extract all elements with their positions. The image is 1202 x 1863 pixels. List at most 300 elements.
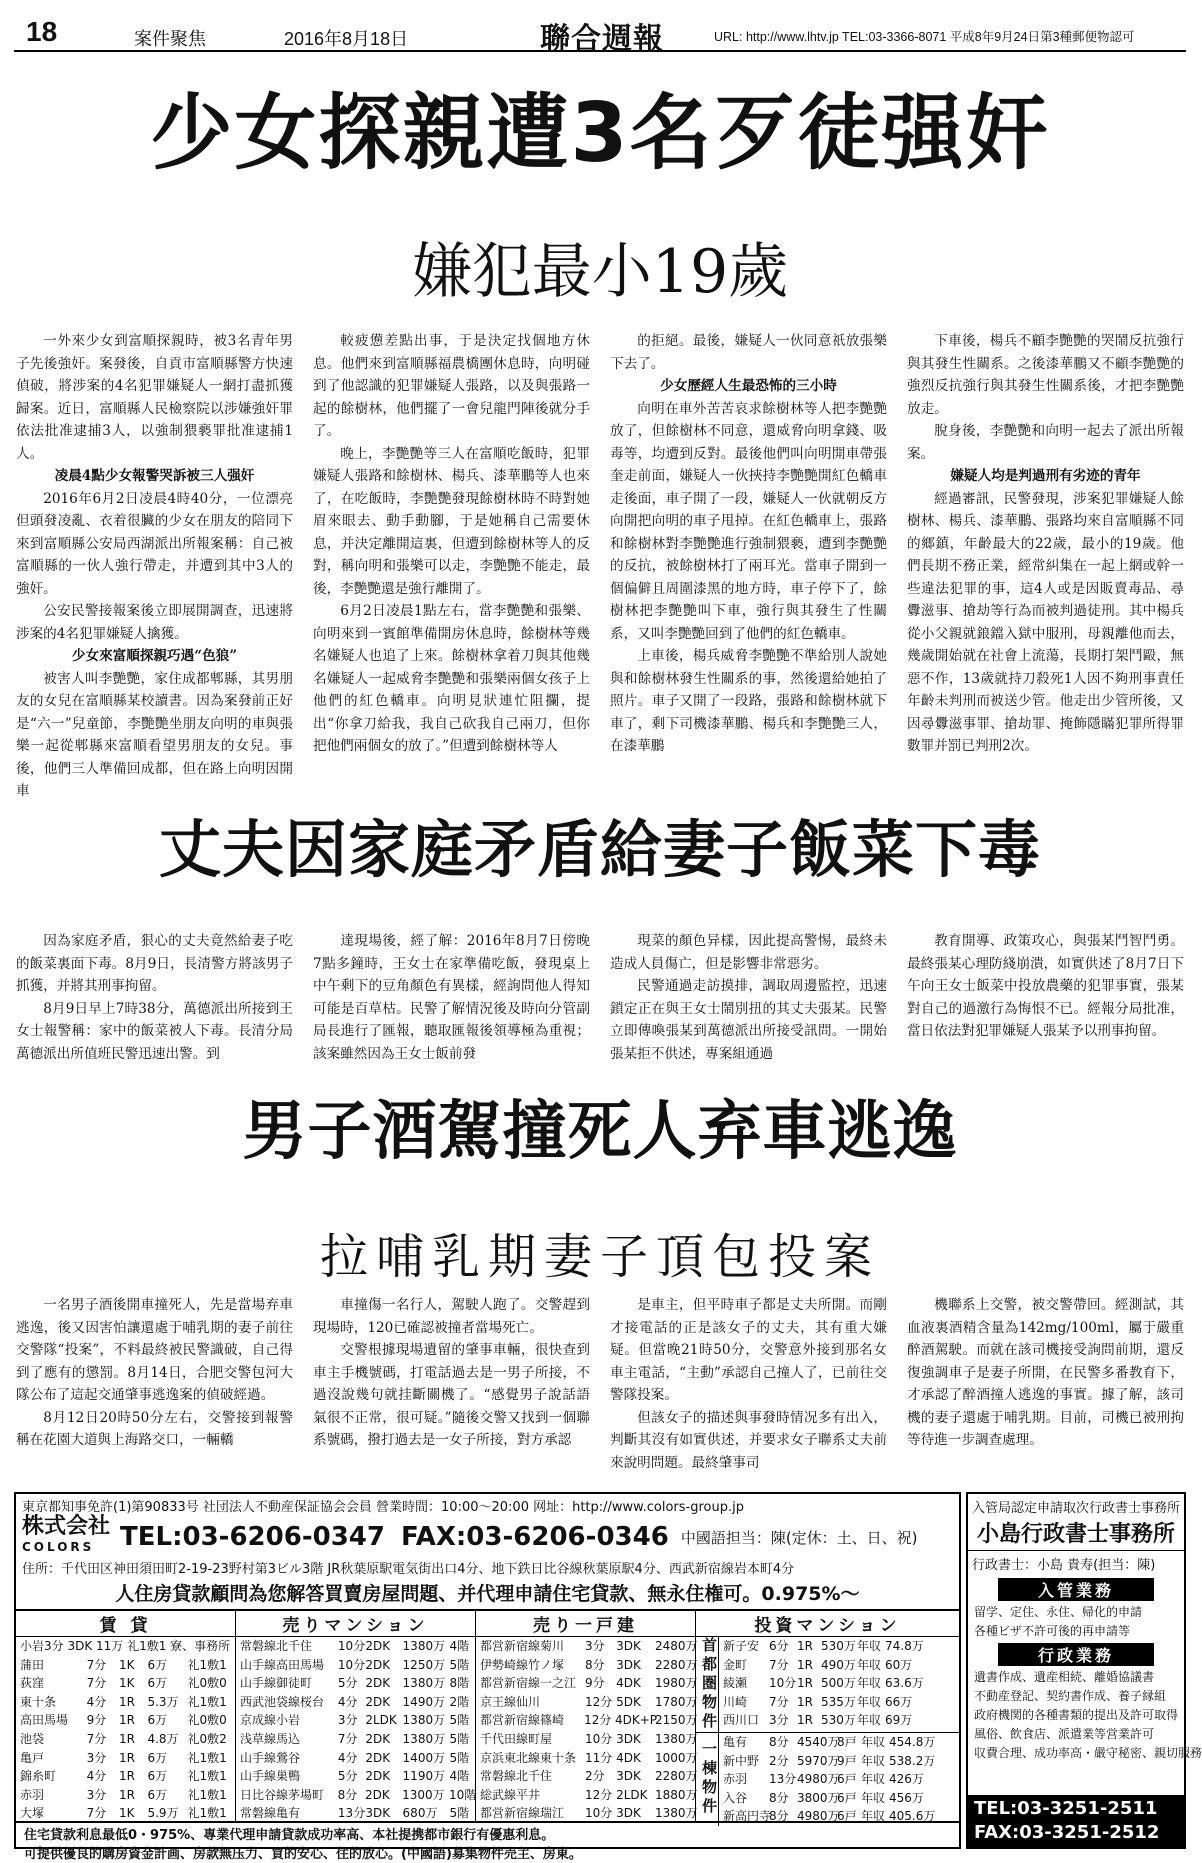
listing-row	[236, 1656, 475, 1675]
listing-cell: 6万	[147, 1787, 168, 1802]
service-item: 留学、定住、永住、帰化的申請	[974, 1605, 1143, 1619]
service-item: 各種ビザ不許可後的再申請等	[974, 1624, 1131, 1638]
article-paragraph: 但該女子的描述與事發時情况多有出入，判斷其沒有如實供述，并要求女子聯系丈夫前來說明問題。最終肇事司	[610, 1409, 887, 1471]
listing-cell: 5分	[337, 1769, 358, 1784]
mansions-list	[236, 1637, 475, 1823]
listing-cell: 新子安	[723, 1639, 760, 1653]
listing-cell: 6万	[147, 1769, 168, 1784]
listing-cell: 2DK	[365, 1769, 391, 1784]
listing-cell: 7分	[769, 1657, 789, 1672]
service-item: 風俗、飲食店、派遣業等営業許可	[974, 1727, 1155, 1741]
article-column	[610, 1294, 887, 1484]
listing-cell: 千代田線町屋	[480, 1731, 553, 1746]
listing-cell: 4分	[86, 1694, 107, 1709]
listing-cell: 1380万	[402, 1676, 446, 1691]
listing-row	[476, 1656, 698, 1675]
listing-row	[236, 1674, 475, 1693]
listing-cell: 西川口	[723, 1713, 760, 1728]
listing-cell: 西武池袋線桜台	[240, 1694, 325, 1709]
immigration-services-list	[968, 1603, 1184, 1641]
listing-row	[16, 1804, 235, 1823]
listing-cell: 3分	[585, 1639, 605, 1653]
listing-cell: 4分	[86, 1769, 107, 1784]
listing-cell: 1R	[118, 1769, 135, 1784]
masthead	[14, 14, 1186, 56]
listing-cell: 4分	[337, 1694, 358, 1709]
ad-address: 住所：千代田区神田須田町2-19-23野村第3ビル3階 JR秋葉原駅電気街出口4分、地下鉄日比谷線秋葉原駅4分、西武新宿線岩本町4分	[22, 1562, 795, 1577]
listing-cell: 2480万	[655, 1639, 698, 1653]
listing-cell: 7分	[337, 1731, 358, 1746]
listing-cell: 5DK	[616, 1694, 641, 1709]
listing-cell: 405.6万	[889, 1809, 936, 1824]
listing-cell: 5分	[337, 1676, 358, 1691]
listing-cell: 2DK	[365, 1639, 391, 1653]
article-column	[907, 330, 1184, 800]
listing-cell: 3DK	[365, 1806, 391, 1821]
listing-cell: 7分	[86, 1731, 107, 1746]
article-paragraph: 晚上，李艷艷等三人在富順吃飯時，犯罪嫌疑人張路和餘樹林、楊兵、漆華鵬等人也來了，在吃飯時，李艷艷發現餘樹林時不時對她眉來眼去、動手動腳，于是她稱自己需要休息，并決定離開這裏，但遭到餘樹林等人的反對，稱向明和張樂可以走，李艷艷不能走，最後，李艷艷還是強行離開了。	[313, 445, 590, 597]
ad-footer-line2: 可提供優良的購房資金計画、房款無压力、買的安心、住的放心。(中國語)募集物件売主、房東。	[24, 1847, 582, 1862]
listing-cell: 年収	[861, 1809, 886, 1824]
listing-cell: 3分	[337, 1713, 358, 1728]
listing-cell: 2階	[449, 1694, 470, 1709]
article-paragraph: 上車後，楊兵威脅李艷艷不準給別人說她與和餘樹林發生性關系的事，然後還給她拍了照片。車子又開了一段路，張路和餘樹林就下車了，剩下司機漆華鵬、楊兵和李艷艷三人，在漆華鵬	[610, 648, 887, 754]
listing-cell: 1380万	[402, 1713, 446, 1728]
listing-row	[16, 1637, 235, 1656]
article-column	[610, 930, 887, 1070]
investment-metro-list	[719, 1637, 959, 1732]
listing-cell: 礼0敷0	[187, 1713, 227, 1728]
article-column	[610, 330, 887, 800]
article-paragraph: 一外來少女到富順探親時，被3名青年男子先後強奸。案發後，自貢市富順縣警方快速偵破，將涉案的4名犯罪嫌疑人一網打盡抓獲歸案。近日，富順縣人民檢察院以涉嫌強奸罪依法批准逮捕3人，以強制猥褻罪批准逮捕1人。	[16, 333, 293, 462]
listing-row	[719, 1656, 959, 1675]
listing-cell: 10分	[585, 1731, 613, 1746]
investment-title: 投資マンション	[696, 1611, 959, 1637]
listing-cell: 4980万	[797, 1772, 840, 1787]
ad-company-en: COLORS	[22, 1540, 95, 1554]
article1-body	[16, 330, 1184, 800]
listing-row	[476, 1767, 698, 1786]
listing-cell: 6戸	[837, 1790, 857, 1805]
masthead-info: URL: http://www.lhtv.jp TEL:03-3366-8071 平成8年9月24日第3種郵便物認可	[714, 30, 1135, 44]
listing-cell: 新中野	[723, 1753, 760, 1768]
article-paragraph: 因為家庭矛盾，狠心的丈夫竟然給妻子吃的飯菜裏面下毒。8月9日，長清警方將該男子抓獲，并將其刑事拘留。	[16, 933, 293, 994]
listing-cell: 都営新宿線菊川	[480, 1639, 565, 1653]
article-paragraph: 民警通過走訪摸排，調取周邊監控，迅速鎖定正在與王女士鬧別扭的其丈夫張某。民警立即傳喚張某到萬德派出所接受訊問。一開始張某拒不供述，專案組通過	[610, 978, 887, 1062]
listing-cell: 11分	[585, 1750, 613, 1765]
ad-company-jp: 株式会社	[22, 1514, 111, 1539]
listing-cell: 山手線御徒町	[240, 1676, 313, 1691]
listing-row	[476, 1804, 698, 1823]
listing-cell: 8階	[449, 1676, 470, 1691]
listing-cell: 9分	[585, 1676, 605, 1691]
listing-cell: 5階	[449, 1713, 470, 1728]
listing-cell: 530万	[821, 1639, 856, 1653]
listing-cell: 8分	[769, 1809, 789, 1824]
service-item: 遺書作成、遺産相続、離婚協議書	[974, 1670, 1155, 1684]
listing-cell: 9戸	[837, 1753, 857, 1768]
listing-cell: 2150万	[655, 1713, 698, 1728]
scrivener-person: 行政書士：小島 貴寿(担当：陳)	[972, 1558, 1156, 1573]
listing-cell: 1K	[118, 1657, 135, 1672]
listing-cell: 6万	[147, 1750, 168, 1765]
listing-row	[476, 1693, 698, 1712]
article-paragraph: 8月9日早上7時38分，萬德派出所接到王女士報警稱：家中的飯菜被人下毒。長清分局萬德派出所值班民警迅速出警。到	[16, 1000, 293, 1062]
listing-cell: 456万	[889, 1790, 924, 1805]
listing-cell: 1R	[797, 1657, 813, 1672]
page-number: 18	[26, 16, 58, 47]
listing-cell: 年収	[861, 1753, 886, 1768]
listing-cell: 錦糸町	[20, 1769, 57, 1784]
listing-cell: 礼0敷0	[187, 1676, 227, 1691]
listing-cell: 63.6万	[885, 1676, 924, 1691]
listing-row	[236, 1749, 475, 1768]
listing-cell: 10分	[769, 1676, 797, 1691]
article-paragraph: 教育開導、政策攻心，與張某鬥智鬥勇。最終張某心理防綫崩潰，如實供述了8月7日下午向王女士飯菜中投放農藥的犯罪事實，張某對自己的過激行為悔恨不已。經報分局批准，當日依法對犯罪嫌疑人張某予以刑事拘留。	[907, 933, 1184, 1039]
listing-cell: 1190万	[402, 1769, 446, 1784]
listing-cell: 2DK	[365, 1750, 391, 1765]
listing-cell: 年収	[857, 1676, 882, 1691]
listing-cell: 4980万	[797, 1809, 840, 1824]
listing-cell: 金町	[723, 1657, 748, 1672]
listing-row	[16, 1674, 235, 1693]
listing-cell: 京王線仙川	[480, 1694, 541, 1709]
service-item: 不動産登記、契約書作成、養子縁組	[974, 1689, 1167, 1703]
listing-cell: 1R	[118, 1750, 135, 1765]
listing-cell: 1R	[118, 1787, 135, 1802]
admin-services-list	[968, 1668, 1202, 1763]
listing-cell: 8分	[769, 1790, 789, 1805]
listing-cell: 川崎	[723, 1694, 748, 1709]
listing-cell: 3分	[769, 1713, 789, 1728]
listing-cell: 7分	[86, 1657, 107, 1672]
listing-row	[719, 1637, 959, 1656]
listing-cell: 2分	[585, 1769, 605, 1784]
investment-building-list	[719, 1733, 959, 1826]
listing-cell: 2280万	[655, 1769, 698, 1784]
listing-cell: 綾瀬	[723, 1676, 748, 1691]
listing-cell: 74.8万	[885, 1639, 924, 1653]
listing-cell: 5970万	[797, 1753, 840, 1768]
listing-cell: 総武線平井	[480, 1787, 541, 1802]
rentals-list	[16, 1637, 235, 1823]
listing-cell: 6分	[769, 1639, 789, 1653]
service-item: 政府機関的各種書類的提出及許可取得	[974, 1708, 1179, 1722]
listing-row	[719, 1770, 959, 1789]
listing-cell: 1K	[118, 1676, 135, 1691]
listing-cell: 490万	[821, 1657, 856, 1672]
listing-cell: 3DK	[616, 1806, 641, 1821]
ad-listings	[16, 1611, 959, 1824]
houses-section	[476, 1611, 696, 1821]
listing-cell: 1400万	[402, 1750, 446, 1765]
real-estate-ad	[14, 1492, 961, 1862]
listing-row	[16, 1749, 235, 1768]
article-paragraph: 脫身後，李艷艷和向明一起去了派出所報案。	[907, 423, 1184, 462]
article-paragraph: 公安民警接報案後立即展開調查，迅速將涉案的4名犯罪嫌疑人擒獲。	[16, 603, 293, 642]
listing-cell: 1880万	[655, 1787, 698, 1802]
listing-cell: 年収	[857, 1657, 882, 1672]
listing-cell: 3800万	[797, 1790, 840, 1805]
listing-cell: 2DK	[365, 1676, 391, 1691]
listing-cell: 5階	[449, 1806, 470, 1821]
listing-row	[719, 1789, 959, 1808]
listing-cell: 荻窪	[20, 1676, 45, 1691]
listing-cell: 京成線小岩	[240, 1713, 301, 1728]
listing-cell: 4540万	[797, 1735, 840, 1749]
listing-cell: 12分	[585, 1787, 613, 1802]
listing-cell: 礼1敷1	[187, 1787, 227, 1802]
article-paragraph: 下車後，楊兵不顧李艷艷的哭鬧反抗強行與其發生性關系。之後漆華鵬又不顧李艷艷的強烈反抗強行與其發生性關系後，才把李艷艷放走。	[907, 333, 1184, 417]
listing-row	[719, 1693, 959, 1712]
investment-group-building	[696, 1733, 959, 1826]
listing-cell: 10階	[448, 1787, 477, 1802]
listing-cell: 入谷	[723, 1790, 748, 1805]
listing-row	[476, 1637, 698, 1656]
scrivener-fax: FAX:03-3251-2512	[974, 1822, 1160, 1843]
ad-footer-line1: 住宅貸款利息最低0・975%、專業代理申請貸款成功率高、本社提携都市銀行有優惠利息。	[24, 1828, 555, 1843]
listing-cell: 蒲田	[20, 1657, 45, 1672]
listing-cell: 500万	[821, 1676, 856, 1691]
article-paragraph: 是車主，但平時車子都是丈夫所開。而剛才接電話的正是該女子的丈夫，其有重大嫌疑。但當晚21時50分，交警意外接到那名女車主電話，“主動”承認自己撞人了，已前往交警隊投案。	[610, 1297, 887, 1403]
listing-cell: 60万	[885, 1657, 913, 1672]
listing-cell: 3DK	[616, 1731, 641, 1746]
listing-cell: 4.8万	[147, 1731, 179, 1746]
listing-cell: 常磐線北千住	[480, 1769, 553, 1784]
article2-headline: 丈夫因家庭矛盾給妻子飯菜下毒	[158, 813, 1041, 886]
listing-cell: 13分	[337, 1806, 366, 1821]
listing-cell: 3DK	[616, 1639, 641, 1653]
issue-date: 2016年8月18日	[284, 29, 409, 49]
listing-cell: 礼1敷1	[187, 1657, 227, 1672]
article-column	[313, 930, 590, 1070]
listing-cell: 1980万	[655, 1676, 698, 1691]
article-paragraph: 6月2日凌晨1點左右，當李艷艷和張樂、向明來到一賓館準備開房休息時，餘樹林等幾名嫌疑人也追了上來。餘樹林拿着刀與其他幾名嫌疑人一起威脅李艷艷和張樂兩個女孩子上他們的紅色轎車。向明見狀連忙阻攔，提出“你拿刀給我，我自己砍我自己兩刀，但你把他們兩個女的放了。”但遭到餘樹林等人	[313, 603, 590, 754]
article-column	[907, 1294, 1184, 1484]
listing-cell: 1380万	[402, 1639, 446, 1653]
article-paragraph: 一名男子酒後開車撞死人，先是當場弃車逃逸，後又因害怕讓還處于哺乳期的妻子前往交警隊“投案”，不料最終被民警識破，自己得到了應有的懲罰。8月14日，合肥交警包河大隊公布了這起交通肇事逃逸案的偵破經過。	[16, 1297, 293, 1403]
listing-cell: 13分	[769, 1772, 797, 1787]
mansions-section	[236, 1611, 476, 1821]
listing-row	[719, 1807, 959, 1826]
listing-row	[16, 1767, 235, 1786]
listing-cell: 赤羽	[20, 1787, 45, 1802]
article-column	[313, 330, 590, 800]
listing-cell: 9分	[86, 1713, 107, 1728]
listing-cell: 6戸	[837, 1809, 857, 1824]
listing-cell: 680万	[402, 1806, 438, 1821]
listing-cell: 6万	[147, 1676, 168, 1691]
article-subheading: 少女歷經人生最恐怖的三小時	[660, 378, 837, 394]
listing-row	[476, 1730, 698, 1749]
listing-cell: 69万	[885, 1713, 913, 1728]
listing-cell: 都営新宿線篠崎	[480, 1713, 565, 1728]
listing-cell: 6万	[147, 1657, 168, 1672]
listing-cell: 1000万	[655, 1750, 698, 1765]
listing-cell: 都営新宿線瑞江	[480, 1806, 565, 1821]
ad-company-logo	[22, 1514, 111, 1557]
listing-row	[236, 1711, 475, 1730]
article3-headline: 男子酒駕撞死人弃車逃逸	[242, 1095, 958, 1169]
listing-cell: 4DK+P	[615, 1713, 658, 1728]
article3-subheadline: 拉哺乳期妻子頂包投案	[319, 1229, 880, 1285]
listing-cell: 1R	[797, 1639, 813, 1653]
houses-list	[476, 1637, 698, 1823]
listing-cell: 浅草線馬込	[240, 1731, 301, 1746]
listing-cell: 小岩3分 3DK 11万 礼1敷1 寮、事務所	[20, 1639, 231, 1653]
listing-cell: 年収	[861, 1772, 886, 1787]
listing-cell: 亀有	[723, 1735, 748, 1749]
listing-cell: 8分	[585, 1657, 605, 1672]
investment-metro-label: 首都圏物件	[696, 1637, 719, 1732]
article-column	[16, 1294, 293, 1484]
article-paragraph: 達現場後，經了解：2016年8月7日傍晚7點多鐘時，王女士在家準備吃飯，發現桌上中午剩下的豆角顏色有異樣，經詢問他人得知可能是百草枯。民警了解情況後及時向分管副局長進行了匯報，聽取匯報後領導極為重視；該案雖然因為王女士飯前發	[313, 933, 590, 1062]
listing-row	[719, 1674, 959, 1693]
listing-cell: 1380万	[655, 1731, 698, 1746]
listing-row	[16, 1693, 235, 1712]
listing-row	[719, 1711, 959, 1730]
listing-row	[16, 1786, 235, 1805]
listing-cell: 礼1敷1	[187, 1750, 227, 1765]
listing-row	[476, 1786, 698, 1805]
rentals-section	[16, 1611, 236, 1821]
listing-cell: 赤羽	[723, 1772, 748, 1787]
listing-cell: 4階	[449, 1769, 470, 1784]
admin-services-title: 行政業務	[998, 1643, 1154, 1666]
listing-cell: 2LDK	[616, 1787, 648, 1802]
service-item: 収費合理、成功率高・嚴守秘密、親切服務	[974, 1746, 1202, 1760]
listing-row	[236, 1637, 475, 1656]
article-subheading: 凌晨4點少女報警哭訴被三人强奸	[54, 468, 255, 484]
listing-cell: 2分	[769, 1753, 789, 1768]
investment-section	[696, 1611, 959, 1824]
listing-cell: 常磐線亀有	[240, 1806, 301, 1821]
listing-cell: 山手線鶯谷	[240, 1750, 301, 1765]
article-paragraph: 向明在車外苦苦哀求餘樹林等人把李艷艷放了，但餘樹林不同意，還威脅向明拿錢、吸毒等，均遭到反對。最後他們叫向明開車帶張奎走前面，嫌疑人一伙挾持李艷艷開紅色轎車走後面，車子開了一段，嫌疑人一伙就朝反方向開把向明的車子甩掉。在紅色轎車上，張路和餘樹林對李艷艷進行強制猥褻，遭到李艷艷的反抗，被餘樹林打了兩耳光。當車子開到一個偏僻且周圍漆黑的地方時，車子停下了，餘樹林把李艷艷叫下車，強行與其發生了性關系，又叫李艷艷回到了他們的紅色轎車。	[610, 400, 887, 642]
listing-cell: 1490万	[402, 1694, 446, 1709]
investment-group-metro	[696, 1637, 959, 1733]
listing-cell: 5階	[449, 1657, 470, 1672]
listing-cell: 12分	[585, 1694, 613, 1709]
listing-cell: 新高円寺	[723, 1809, 772, 1824]
paper-name: 聯合週報	[540, 23, 664, 56]
listing-cell: 礼1敷1	[187, 1769, 227, 1784]
ad-banner: 人住房貸款顧問為您解答買賣房屋問題、并代理申請住宅貸款、無永住権可。0.975%～	[16, 1578, 959, 1611]
listing-row	[16, 1656, 235, 1675]
article-paragraph: 被害人叫李艷艷，家住成都郫縣，其男朋友的女兒在富順縣某校讀書。因為案發前正好是“六一”兒童節，李艷艷坐朋友向明的車與張樂一起從郫縣來富順看望男朋友的女兒。事後，他們三人準備回成都，但在路上向明因開車	[16, 670, 293, 799]
listing-cell: 年収	[861, 1790, 886, 1805]
listing-cell: 2280万	[655, 1657, 698, 1672]
listing-cell: 山手線高田馬場	[240, 1657, 325, 1672]
listing-cell: 7分	[769, 1694, 789, 1709]
listing-cell: 4階	[449, 1639, 470, 1653]
listing-cell: 年収	[857, 1639, 882, 1653]
article-paragraph: 機聯系上交警，被交警帶回。經測試，其血液裏酒精含量為142mg/100ml，屬于嚴重醉酒駕駛。而就在該司機接受詢問前期，還反復強調車子是妻子所開，在民警多番教育下，才承認了醉酒撞人逃逸的事實。據了解，該司機的妻子還處于哺乳期。目前，司機已被刑拘等待進一步調查處理。	[907, 1297, 1184, 1448]
article-subheading: 嫌疑人均是判過刑有劣迹的青年	[950, 468, 1141, 484]
listing-cell: 2DK	[365, 1657, 391, 1672]
article2-body	[16, 930, 1184, 1070]
listing-cell: 10分	[337, 1639, 366, 1653]
listing-cell: 4分	[337, 1750, 358, 1765]
listing-cell: 日比谷線茅場町	[240, 1787, 325, 1802]
listing-row	[236, 1786, 475, 1805]
listing-cell: 12分	[584, 1713, 612, 1728]
listing-cell: 3DK	[616, 1657, 641, 1672]
rentals-title: 賃 貸	[16, 1611, 235, 1637]
listing-cell: 1R	[797, 1676, 813, 1691]
article-paragraph: 8月12日20時50分左右，交警接到報警稱在花園大道與上海路交口，一輛轎	[16, 1409, 293, 1448]
listing-cell: 10分	[337, 1657, 366, 1672]
listing-cell: 東十条	[20, 1694, 57, 1709]
listing-row	[236, 1804, 475, 1823]
article-paragraph: 交警根據現場遺留的肇事車輛，很快查到車主手機號碼，打電話過去是一男子所接，不過沒說幾句就挂斷關機了。“感覺男子說話語氣很不正常，很可疑。”隨後交警又找到一個聯系號碼，撥打過去是一女子所接，對方承認	[313, 1342, 590, 1448]
listing-cell: 年収	[857, 1713, 882, 1728]
listing-cell: 2LDK	[365, 1713, 397, 1728]
scrivener-ad	[966, 1492, 1202, 1849]
listing-cell: 1300万	[402, 1787, 445, 1802]
listing-cell: 山手線巣鴨	[240, 1769, 301, 1784]
listing-cell: 常磐線北千住	[240, 1639, 313, 1653]
listing-cell: 8分	[337, 1787, 358, 1802]
article1-headline: 少女探親遭3名歹徒强奸	[150, 86, 1050, 181]
listing-cell: 年収	[861, 1735, 886, 1749]
listing-cell: 8分	[769, 1735, 789, 1749]
listing-cell: 伊勢崎線竹ノ塚	[480, 1657, 565, 1672]
ad-phone: TEL:03-6206-0347	[120, 1522, 385, 1552]
listing-cell: 1780万	[655, 1694, 698, 1709]
listing-cell: 530万	[821, 1713, 856, 1728]
listing-cell: 3DK	[616, 1769, 641, 1784]
listing-row	[236, 1767, 475, 1786]
listing-cell: 7分	[86, 1676, 107, 1691]
listing-row	[236, 1730, 475, 1749]
article3-body	[16, 1294, 1184, 1484]
listing-cell: 5階	[449, 1750, 470, 1765]
listing-cell: 10分	[585, 1806, 613, 1821]
article-column	[16, 930, 293, 1070]
mansions-title: 売りマンション	[236, 1611, 475, 1637]
listing-cell: 池袋	[20, 1731, 45, 1746]
listing-cell: 礼0敷2	[187, 1731, 227, 1746]
scrivener-contact	[968, 1795, 1184, 1847]
listing-cell: 都営新宿線一之江	[480, 1676, 577, 1691]
listing-cell: 538.2万	[889, 1753, 936, 1768]
listing-row	[719, 1752, 959, 1771]
listing-cell: 1R	[118, 1731, 135, 1746]
article-column	[16, 330, 293, 800]
listing-cell: 年収	[857, 1694, 882, 1709]
listing-cell: 3分	[86, 1787, 107, 1802]
listing-cell: 5.3万	[147, 1694, 179, 1709]
scrivener-phone: TEL:03-3251-2511	[974, 1798, 1158, 1819]
listing-cell: 1380万	[655, 1806, 698, 1821]
listing-cell: 京浜東北線東十条	[480, 1750, 577, 1765]
listing-cell: 2DK	[365, 1731, 391, 1746]
listing-cell: 5階	[449, 1731, 470, 1746]
listing-row	[476, 1711, 698, 1730]
article-column	[313, 1294, 590, 1484]
listing-cell: 礼1敷1	[187, 1694, 227, 1709]
listing-cell: 亀戸	[20, 1750, 45, 1765]
scrivener-name: 小島行政書士事務所	[968, 1517, 1184, 1551]
article-column	[907, 930, 1184, 1070]
immigration-services-title: 入管業務	[998, 1578, 1154, 1601]
investment-building-label: 一棟物件	[696, 1733, 719, 1826]
listing-row	[16, 1711, 235, 1730]
article-paragraph: 車撞傷一名行人，駕駛人跑了。交警趕到現場時，120已確認被撞者當場死亡。	[313, 1297, 590, 1336]
listing-cell: 高田馬場	[20, 1713, 69, 1728]
listing-cell: 426万	[889, 1772, 924, 1787]
